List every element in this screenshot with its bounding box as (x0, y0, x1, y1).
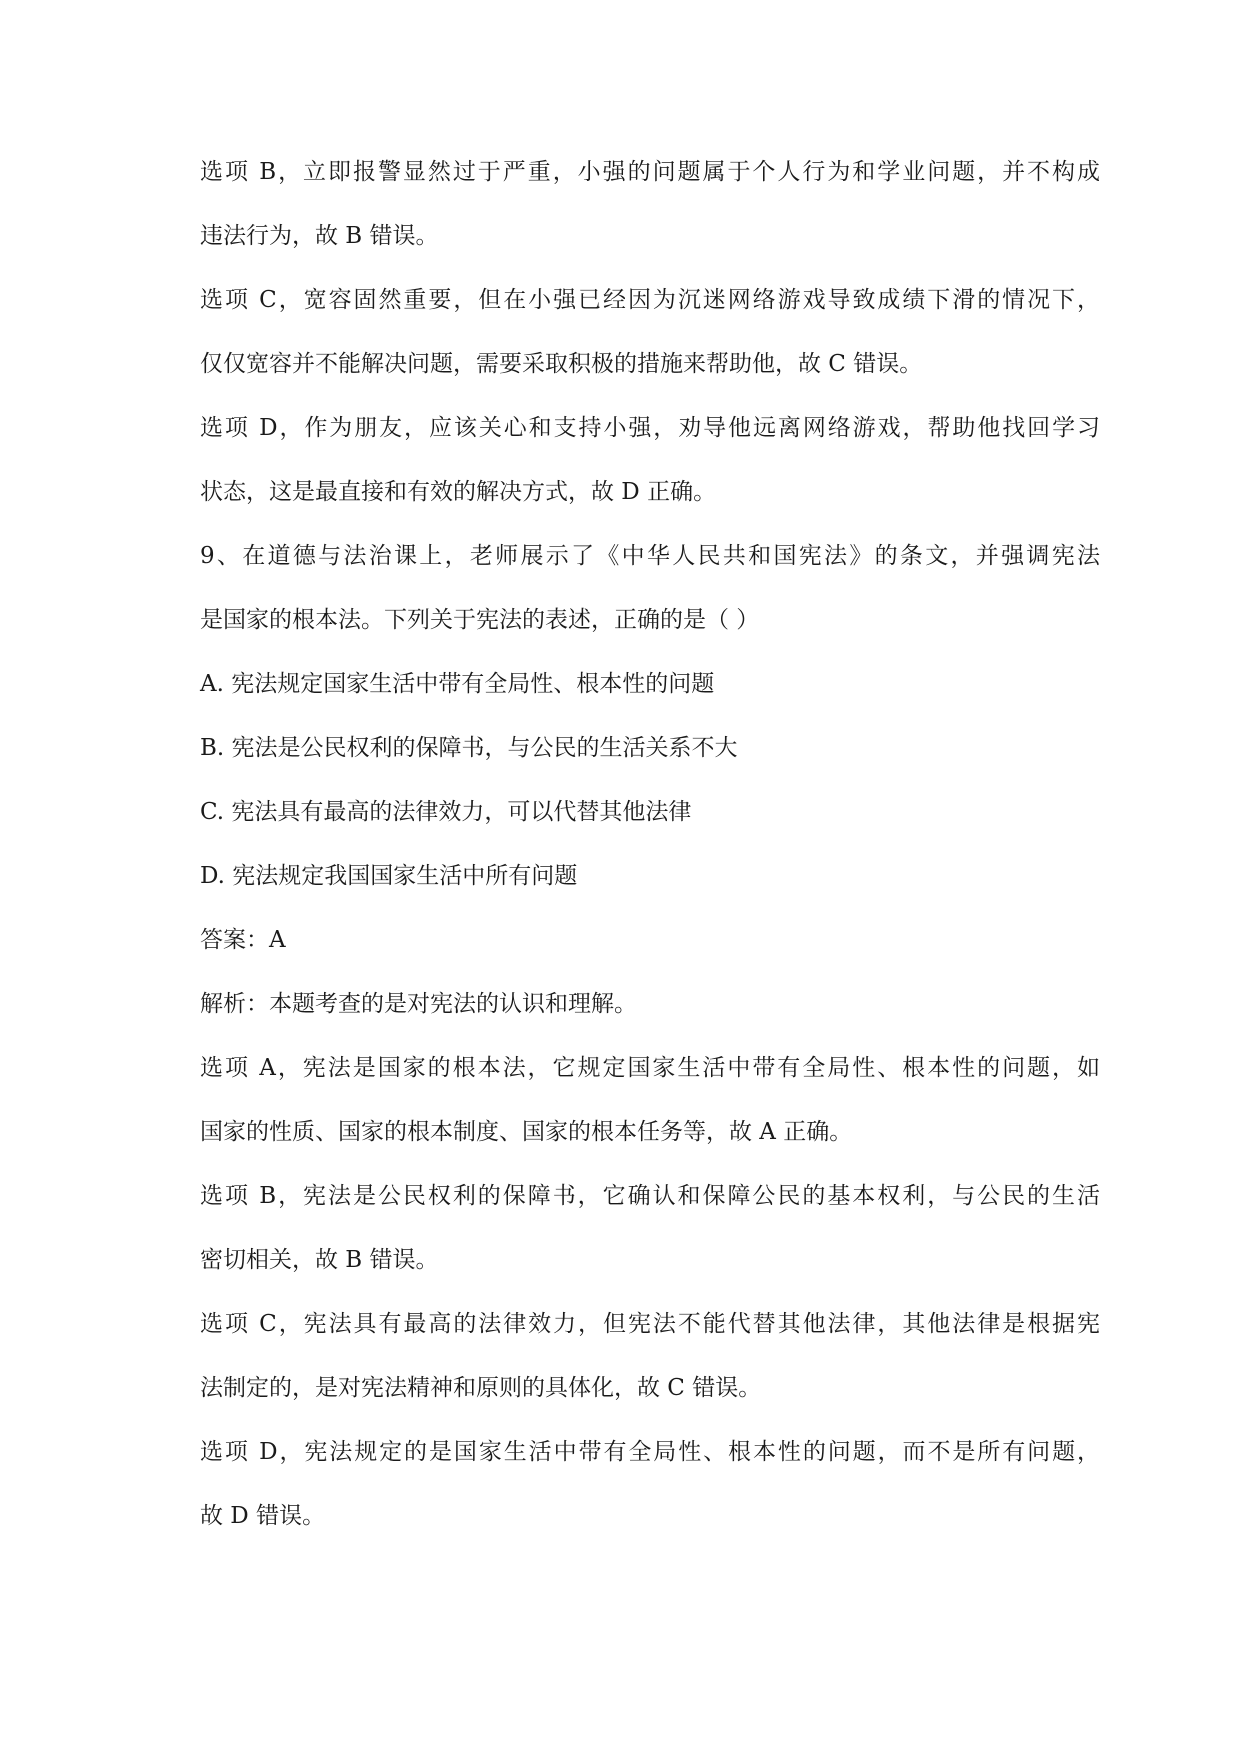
paragraph-option-a-explanation-2 (200, 1036, 1100, 1164)
paragraph-option-c-explanation-1 (200, 268, 1100, 396)
option-c: C. 宪法具有最高的法律效力，可以代替其他法律 (200, 799, 692, 825)
analysis-intro: 解析：本题考查的是对宪法的认识和理解。 (200, 991, 637, 1017)
text-line: 选项 D，宪法规定的是国家生活中带有全局性、根本性的问题，而不是所有问题， (200, 1439, 1100, 1465)
text-line: 国家的性质、国家的根本制度、国家的根本任务等，故 A 正确。 (200, 1119, 853, 1145)
text-line: 选项 B，立即报警显然过于严重，小强的问题属于个人行为和学业问题，并不构成 (200, 159, 1100, 185)
text-line: 选项 A，宪法是国家的根本法，它规定国家生活中带有全局性、根本性的问题，如 (200, 1055, 1100, 1081)
text-line: 选项 C，宪法具有最高的法律效力，但宪法不能代替其他法律，其他法律是根据宪 (200, 1311, 1100, 1337)
option-a: A. 宪法规定国家生活中带有全局性、根本性的问题 (200, 671, 715, 697)
text-line: 故 D 错误。 (200, 1503, 326, 1529)
question-9 (200, 524, 1100, 652)
text-line: 选项 D，作为朋友，应该关心和支持小强，劝导他远离网络游戏，帮助他找回学习 (200, 415, 1100, 441)
document-page (200, 140, 1100, 1548)
question-text-line: 是国家的根本法。下列关于宪法的表述，正确的是（ ） (200, 607, 760, 633)
text-line: 法制定的，是对宪法精神和原则的具体化，故 C 错误。 (200, 1375, 762, 1401)
paragraph-option-b-explanation-1 (200, 140, 1100, 268)
option-b: B. 宪法是公民权利的保障书，与公民的生活关系不大 (200, 735, 738, 761)
text-line: 状态，这是最直接和有效的解决方式，故 D 正确。 (200, 479, 717, 505)
text-line: 选项 B，宪法是公民权利的保障书，它确认和保障公民的基本权利，与公民的生活 (200, 1183, 1100, 1209)
paragraph-option-d-explanation-2 (200, 1420, 1100, 1548)
answer-line: 答案：A (200, 927, 286, 953)
text-line: 违法行为，故 B 错误。 (200, 223, 439, 249)
option-d: D. 宪法规定我国国家生活中所有问题 (200, 863, 578, 889)
question-text-line: 9、在道德与法治课上，老师展示了《中华人民共和国宪法》的条文，并强调宪法 (200, 543, 1100, 569)
text-line: 选项 C，宽容固然重要，但在小强已经因为沉迷网络游戏导致成绩下滑的情况下， (200, 287, 1100, 313)
text-line: 仅仅宽容并不能解决问题，需要采取积极的措施来帮助他，故 C 错误。 (200, 351, 923, 377)
paragraph-option-b-explanation-2 (200, 1164, 1100, 1292)
paragraph-option-c-explanation-2 (200, 1292, 1100, 1420)
text-line: 密切相关，故 B 错误。 (200, 1247, 439, 1273)
paragraph-option-d-explanation-1 (200, 396, 1100, 524)
